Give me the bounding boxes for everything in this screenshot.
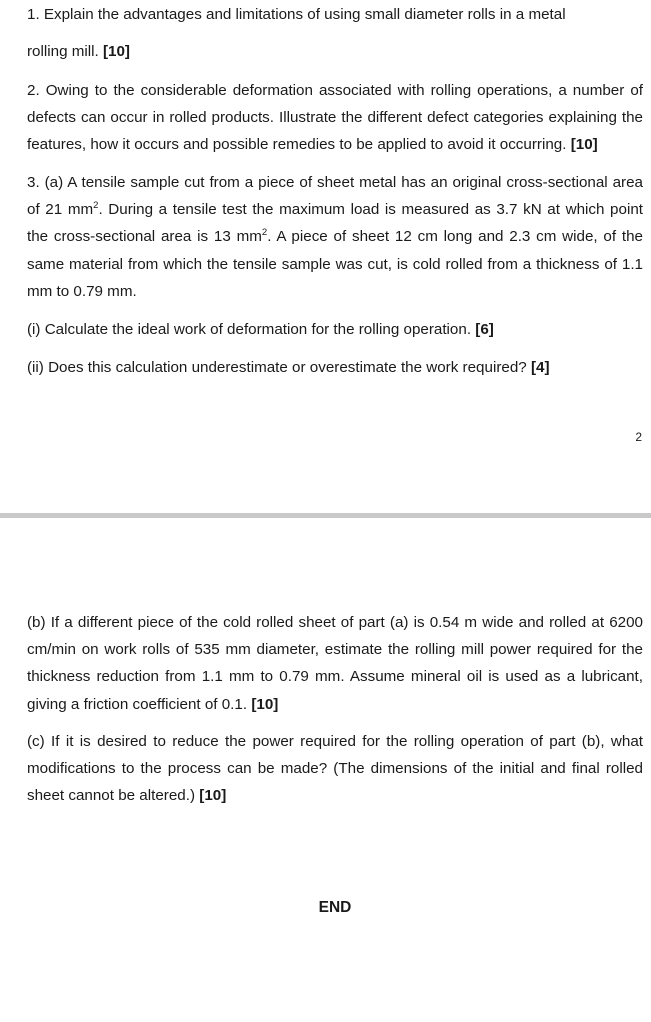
question-3b: [27, 609, 643, 718]
question-2-marks: [10]: [570, 136, 598, 154]
question-3a-text-part-2: . During a tensile test the maximum load is measured as 3.7 kN at which point the cross-sectional area is 13 mm: [27, 201, 643, 246]
question-3a-ii: [27, 354, 643, 381]
question-3a-text-part-1: 3. (a) A tensile sample cut from a piece of sheet metal has an original cross-sectional area of 21 mm: [27, 174, 643, 219]
question-2-text: 2. Owing to the considerable deformation associated with rolling operations, a number of defects can occur in rolled products. Illustrate the different defect categories explaining the features, how it occurs and possible remedies to be applied to avoid it occurring.: [27, 82, 643, 154]
end-label: END: [318, 899, 352, 916]
question-1-line-1: 1. Explain the advantages and limitations of using small diameter rolls in a metal: [27, 6, 566, 23]
question-3a: [27, 169, 643, 305]
question-3b-marks: [10]: [251, 695, 279, 713]
question-1-line-2-text: rolling mill.: [27, 43, 99, 61]
question-3b-text: (b) If a different piece of the cold rolled sheet of part (a) is 0.54 m wide and rolled at 6200 cm/min on work rolls of 535 mm diameter, estimate the rolling mill power required for the thickness reduction from 1.1 mm to 0.79 mm. Assume mineral oil is used as a lubricant, giving a friction coefficient of 0.1.: [27, 614, 643, 713]
question-3c-marks: [10]: [199, 787, 227, 805]
question-3a-i-marks: [6]: [475, 321, 494, 338]
question-3c: [27, 728, 643, 810]
question-3c-text: (c) If it is desired to reduce the power required for the rolling operation of part (b), what modifications to the process can be made? (The dimensions of the initial and final rolled sheet cannot be altered.): [27, 733, 643, 805]
question-3a-i-text: (i) Calculate the ideal work of deformation for the rolling operation.: [27, 321, 472, 338]
question-1: [27, 1, 643, 65]
superscript-2: 2: [261, 227, 268, 239]
question-3a-ii-marks: [4]: [530, 359, 550, 376]
question-3a-text-part-3: . A piece of sheet 12 cm long and 2.3 cm wide, of the same material from which the tensile sample was cut, is cold rolled from a thickness of 1.1 mm to 0.79 mm.: [27, 228, 643, 300]
question-1-line-2: [27, 38, 643, 65]
question-1-marks: [10]: [102, 43, 130, 61]
question-2: [27, 77, 643, 159]
page-number: 2: [635, 430, 642, 444]
superscript-2: 2: [93, 200, 99, 212]
question-3a-i: [27, 316, 643, 343]
question-3a-ii-text: (ii) Does this calculation underestimate or overestimate the work required?: [27, 359, 527, 376]
